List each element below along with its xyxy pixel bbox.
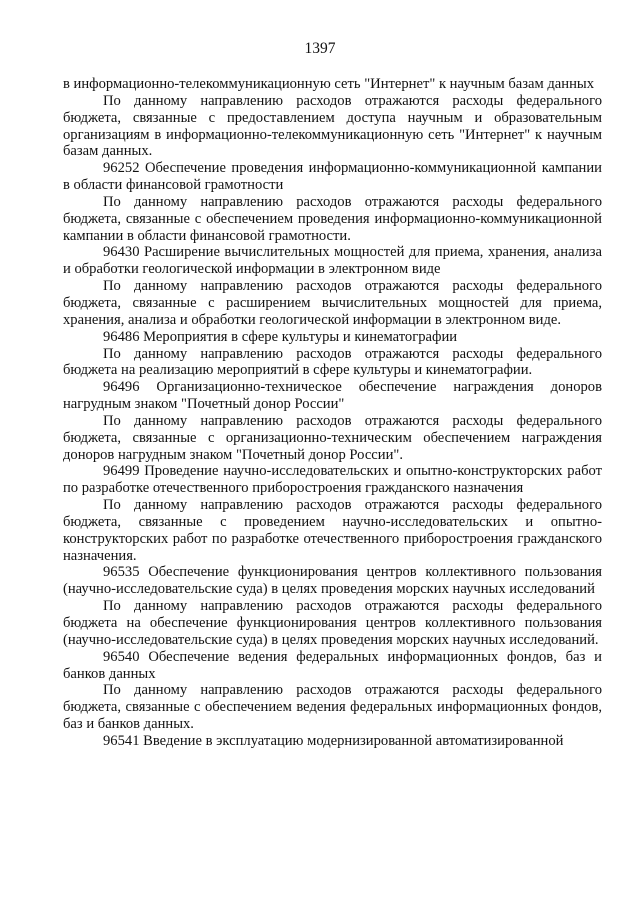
section-heading: 96540 Обеспечение ведения федеральных информационных фондов, баз и банков данных bbox=[63, 648, 602, 682]
section-heading: 96252 Обеспечение проведения информационно-коммуникационной кампании в области финансовой грамотности bbox=[63, 160, 602, 194]
section-heading: 96499 Проведение научно-исследовательских и опытно-конструкторских работ по разработке отечественного приборостроения гражданского назначения bbox=[63, 463, 602, 497]
paragraph: По данному направлению расходов отражаются расходы федерального бюджета, связанные с обеспечением проведения информационно-коммуникационной кампании в области финансовой грамотности. bbox=[63, 193, 602, 244]
paragraph: По данному направлению расходов отражаются расходы федерального бюджета, связанные с организационно-техническим обеспечением награждения доноров нагрудным знаком "Почетный донор России". bbox=[63, 412, 602, 463]
section-heading: 96541 Введение в эксплуатацию модернизированной автоматизированной bbox=[103, 732, 564, 749]
section-heading: 96496 Организационно-техническое обеспечение награждения доноров нагрудным знаком "Почетный донор России" bbox=[63, 379, 602, 413]
paragraph: По данному направлению расходов отражаются расходы федерального бюджета, связанные с предоставлением доступа научным и образовательным организациям в информационно-телекоммуникационную сеть "Интернет" к научным базам данных. bbox=[63, 92, 602, 160]
section-heading: 96535 Обеспечение функционирования центров коллективного пользования (научно-исследовательские суда) в целях проведения морских научных исследований bbox=[63, 564, 602, 598]
paragraph: По данному направлению расходов отражаются расходы федерального бюджета, связанные с проведением научно-исследовательских и опытно-конструкторских работ по разработке отечественного приборостроения гражданского назначения. bbox=[63, 497, 602, 564]
paragraph: По данному направлению расходов отражаются расходы федерального бюджета на обеспечение функционирования центров коллективного пользования (научно-исследовательские суда) в целях проведения морских научных исследований. bbox=[63, 598, 602, 648]
paragraph: По данному направлению расходов отражаются расходы федерального бюджета, связанные с расширением вычислительных мощностей для приема, хранения, анализа и обработки геологической информации в электронном виде. bbox=[63, 278, 602, 328]
section-heading: 96430 Расширение вычислительных мощностей для приема, хранения, анализа и обработки геологической информации в электронном виде bbox=[63, 244, 602, 278]
page-number: 1397 bbox=[304, 40, 336, 57]
paragraph: По данному направлению расходов отражаются расходы федерального бюджета на реализацию мероприятий в сфере культуры и кинематографии. bbox=[63, 345, 602, 379]
paragraph: По данному направлению расходов отражаются расходы федерального бюджета, связанные с обеспечением ведения федеральных информационных фондов, баз и банков данных. bbox=[63, 682, 602, 733]
document-body bbox=[63, 76, 602, 750]
paragraph: в информационно-телекоммуникационную сеть "Интернет" к научным базам данных bbox=[63, 76, 595, 92]
section-heading: 96486 Мероприятия в сфере культуры и кинематографии bbox=[103, 328, 458, 345]
